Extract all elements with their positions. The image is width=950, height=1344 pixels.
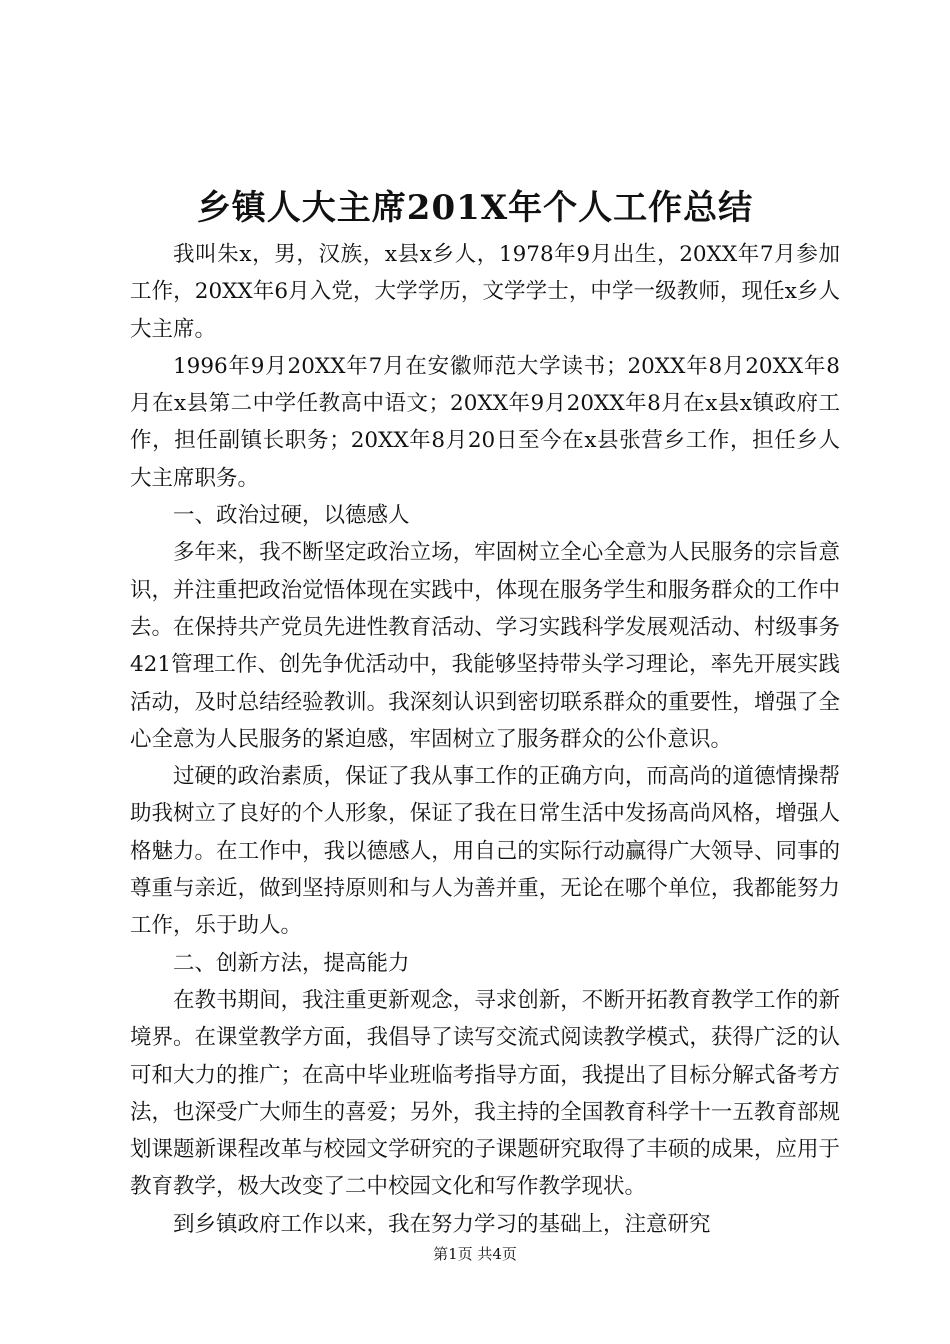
paragraph-work-history: 1996年9月20XX年7月在安徽师范大学读书；20XX年8月20XX年8月在x县第二中学任教高中语文；20XX年9月20XX年8月在x县x镇政府工作，担任副镇长职务；20XX年8月20日至今在x县张营乡工作，担任乡人大主席职务。 (130, 353, 840, 491)
paragraph-personal-info: 我叫朱x，男，汉族，x县x乡人，1978年9月出生，20XX年7月参加工作，20XX年6月入党，大学学历，文学学士，中学一级教师，现任x乡人大主席。 (130, 242, 840, 342)
page-number: 第1页 共4页 (433, 1245, 517, 1263)
section-heading-1: 一、政治过硬，以德感人 (173, 503, 410, 529)
document-title: 乡镇人大主席201X年个人工作总结 (196, 188, 754, 228)
paragraph-moral-character: 过硬的政治素质，保证了我从事工作的正确方向，而高尚的道德情操帮助我树立了良好的个人形象，保证了我在日常生活中发扬高尚风格，增强人格魅力。在工作中，我以德感人，用自己的实际行动赢得广大领导、同事的尊重与亲近，做到坚持原则和与人为善并重，无论在哪个单位，我都能努力工作，乐于助人。 (130, 764, 840, 939)
paragraph-township-work: 到乡镇政府工作以来，我在努力学习的基础上，注意研究 (173, 1211, 711, 1237)
paragraph-teaching-innovation: 在教书期间，我注重更新观念，寻求创新，不断开拓教育教学工作的新境界。在课堂教学方面，我倡导了读写交流式阅读教学模式，获得广泛的认可和大力的推广；在高中毕业班临考指导方面，我提出了目标分解式备考方法，也深受广大师生的喜爱；另外，我主持的全国教育科学十一五教育部规划课题新课程改革与校园文学研究的子课题研究取得了丰硕的成果，应用于教育教学，极大改变了二中校园文化和写作教学现状。 (130, 987, 840, 1200)
section-heading-2: 二、创新方法，提高能力 (173, 950, 410, 976)
document-body (130, 236, 840, 1243)
paragraph-political-stance: 多年来，我不断坚定政治立场，牢固树立全心全意为人民服务的宗旨意识，并注重把政治觉悟体现在实践中，体现在服务学生和服务群众的工作中去。在保持共产党员先进性教育活动、学习实践科学发展观活动、村级事务421管理工作、创先争优活动中，我能够坚持带头学习理论，率先开展实践活动，及时总结经验教训。我深刻认识到密切联系群众的重要性，增强了全心全意为人民服务的紧迫感，牢固树立了服务群众的公仆意识。 (130, 540, 840, 752)
